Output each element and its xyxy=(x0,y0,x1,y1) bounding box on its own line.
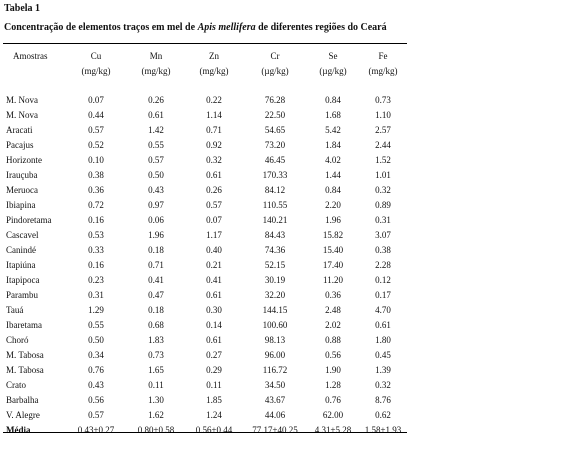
value-cell: 15.40 xyxy=(322,245,344,255)
value-cell: 0.43 xyxy=(148,185,164,195)
sample-name-cell: V. Alegre xyxy=(6,410,40,420)
value-cell: 1.62 xyxy=(148,410,164,420)
column-unit xyxy=(3,65,65,78)
table-row xyxy=(3,213,407,228)
value-cell: 0.17 xyxy=(375,290,391,300)
column-unit: (mg/kg) xyxy=(81,66,111,76)
value-cell: 0.31 xyxy=(88,290,104,300)
table-body xyxy=(3,93,407,438)
value-cell: 0.62 xyxy=(375,410,391,420)
value-cell: 62.00 xyxy=(322,410,344,420)
value-cell: 77.17±40.25 xyxy=(252,425,298,435)
value-cell: 1.39 xyxy=(375,365,391,375)
unit-row xyxy=(3,65,407,78)
column-unit: (µg/kg) xyxy=(261,66,289,76)
value-cell: 0.76 xyxy=(325,395,341,405)
table-label: Tabela 1 xyxy=(4,3,41,14)
value-cell: 0.38 xyxy=(375,245,391,255)
value-cell: 0.33 xyxy=(88,245,104,255)
value-cell: 76.28 xyxy=(264,95,286,105)
value-cell: 96.00 xyxy=(264,350,286,360)
value-cell: 1.68 xyxy=(325,110,341,120)
table-row xyxy=(3,333,407,348)
table-row xyxy=(3,258,407,273)
sample-name-cell: M. Nova xyxy=(6,95,38,105)
mean-row xyxy=(3,423,407,438)
value-cell: 1.52 xyxy=(375,155,391,165)
sample-name-cell: Horizonte xyxy=(6,155,42,165)
sample-name-cell: Média xyxy=(6,425,31,435)
table-row xyxy=(3,378,407,393)
value-cell: 44.06 xyxy=(264,410,286,420)
value-cell: 0.88 xyxy=(325,335,341,345)
value-cell: 0.32 xyxy=(206,155,222,165)
value-cell: 1.01 xyxy=(375,170,391,180)
value-cell: 0.73 xyxy=(375,95,391,105)
table-row xyxy=(3,393,407,408)
value-cell: 2.02 xyxy=(325,320,341,330)
column-unit: (mg/kg) xyxy=(199,66,229,76)
value-cell: 1.42 xyxy=(148,125,164,135)
value-cell: 0.21 xyxy=(206,260,222,270)
column-header: Cr xyxy=(270,51,280,61)
value-cell: 0.92 xyxy=(206,140,222,150)
value-cell: 1.17 xyxy=(206,230,222,240)
table-row xyxy=(3,138,407,153)
value-cell: 0.11 xyxy=(148,380,164,390)
caption-suffix: de diferentes regiões do Ceará xyxy=(255,22,387,33)
value-cell: 73.20 xyxy=(264,140,286,150)
value-cell: 0.72 xyxy=(88,200,104,210)
value-cell: 0.44 xyxy=(88,110,104,120)
value-cell: 0.56 xyxy=(325,350,341,360)
value-cell: 0.52 xyxy=(88,140,104,150)
value-cell: 0.41 xyxy=(206,275,222,285)
sample-name-cell: Cascavel xyxy=(6,230,39,240)
value-cell: 0.11 xyxy=(206,380,222,390)
value-cell: 0.07 xyxy=(88,95,104,105)
sample-name-cell: Crato xyxy=(6,380,26,390)
value-cell: 1.58±1.93 xyxy=(364,425,402,435)
header-row xyxy=(3,44,407,65)
sample-name-cell: Meruoca xyxy=(6,185,38,195)
value-cell: 0.71 xyxy=(206,125,222,135)
value-cell: 0.97 xyxy=(148,200,164,210)
value-cell: 0.43 xyxy=(88,380,104,390)
sample-name-cell: Aracati xyxy=(6,125,33,135)
column-header: Amostras xyxy=(13,51,48,61)
sample-name-cell: Itapipoca xyxy=(6,275,40,285)
sample-name-cell: M. Tabosa xyxy=(6,365,44,375)
sample-name-cell: Irauçuba xyxy=(6,170,38,180)
sample-name-cell: Pacajus xyxy=(6,140,34,150)
value-cell: 0.32 xyxy=(375,380,391,390)
value-cell: 0.61 xyxy=(206,290,222,300)
value-cell: 0.61 xyxy=(148,110,164,120)
table-caption xyxy=(4,22,387,33)
value-cell: 54.65 xyxy=(264,125,286,135)
value-cell: 0.57 xyxy=(88,125,104,135)
value-cell: 4.70 xyxy=(375,305,391,315)
column-unit: (mg/kg) xyxy=(368,66,398,76)
value-cell: 84.12 xyxy=(264,185,286,195)
table-row xyxy=(3,108,407,123)
value-cell: 46.45 xyxy=(264,155,286,165)
value-cell: 11.20 xyxy=(323,275,343,285)
value-cell: 8.76 xyxy=(375,395,391,405)
value-cell: 0.14 xyxy=(206,320,222,330)
value-cell: 2.48 xyxy=(325,305,341,315)
value-cell: 0.40 xyxy=(206,245,222,255)
column-header: Se xyxy=(328,51,338,61)
table-row xyxy=(3,198,407,213)
value-cell: 0.89 xyxy=(375,200,391,210)
column-header: Zn xyxy=(209,51,219,61)
sample-name-cell: Parambu xyxy=(6,290,38,300)
value-cell: 1.80 xyxy=(375,335,391,345)
value-cell: 0.22 xyxy=(206,95,222,105)
value-cell: 0.57 xyxy=(148,155,164,165)
column-header: Mn xyxy=(149,51,163,61)
sample-name-cell: Ibiapina xyxy=(6,200,36,210)
value-cell: 2.57 xyxy=(375,125,391,135)
value-cell: 2.20 xyxy=(325,200,341,210)
value-cell: 0.61 xyxy=(206,335,222,345)
value-cell: 0.56 xyxy=(88,395,104,405)
table-row xyxy=(3,228,407,243)
table-row xyxy=(3,408,407,423)
table-row xyxy=(3,288,407,303)
table-row xyxy=(3,168,407,183)
sample-name-cell: M. Tabosa xyxy=(6,350,44,360)
value-cell: 1.44 xyxy=(325,170,341,180)
value-cell: 0.36 xyxy=(88,185,104,195)
table-row xyxy=(3,243,407,258)
value-cell: 0.18 xyxy=(148,305,164,315)
sample-name-cell: Barbalha xyxy=(6,395,39,405)
value-cell: 2.44 xyxy=(375,140,391,150)
value-cell: 52.15 xyxy=(264,260,286,270)
sample-name-cell: Choró xyxy=(6,335,29,345)
value-cell: 43.67 xyxy=(264,395,286,405)
header-spacer xyxy=(3,78,407,93)
table-row xyxy=(3,273,407,288)
value-cell: 170.33 xyxy=(262,170,288,180)
value-cell: 0.29 xyxy=(206,365,222,375)
value-cell: 1.24 xyxy=(206,410,222,420)
value-cell: 3.07 xyxy=(375,230,391,240)
sample-name-cell: Ibaretama xyxy=(6,320,42,330)
value-cell: 1.10 xyxy=(375,110,391,120)
value-cell: 32.20 xyxy=(264,290,286,300)
value-cell: 0.36 xyxy=(325,290,341,300)
value-cell: 0.56±0.44 xyxy=(195,425,233,435)
value-cell: 0.57 xyxy=(88,410,104,420)
value-cell: 0.18 xyxy=(148,245,164,255)
value-cell: 0.07 xyxy=(206,215,222,225)
value-cell: 0.57 xyxy=(206,200,222,210)
value-cell: 1.96 xyxy=(325,215,341,225)
value-cell: 0.06 xyxy=(148,215,164,225)
value-cell: 1.14 xyxy=(206,110,222,120)
value-cell: 0.55 xyxy=(148,140,164,150)
value-cell: 0.16 xyxy=(88,260,104,270)
value-cell: 2.28 xyxy=(375,260,391,270)
value-cell: 144.15 xyxy=(262,305,288,315)
value-cell: 0.43±0.27 xyxy=(77,425,115,435)
table-row xyxy=(3,348,407,363)
value-cell: 0.55 xyxy=(88,320,104,330)
value-cell: 100.60 xyxy=(262,320,288,330)
value-cell: 0.61 xyxy=(375,320,391,330)
value-cell: 15.82 xyxy=(322,230,344,240)
table-row xyxy=(3,303,407,318)
column-header: Fe xyxy=(378,51,388,61)
value-cell: 4.02 xyxy=(325,155,341,165)
value-cell: 1.84 xyxy=(325,140,341,150)
value-cell: 34.50 xyxy=(264,380,286,390)
value-cell: 74.36 xyxy=(264,245,286,255)
value-cell: 0.31 xyxy=(375,215,391,225)
value-cell: 0.41 xyxy=(148,275,164,285)
sample-name-cell: Pindoretama xyxy=(6,215,52,225)
value-cell: 0.71 xyxy=(148,260,164,270)
table-row xyxy=(3,318,407,333)
value-cell: 0.68 xyxy=(148,320,164,330)
table-row xyxy=(3,123,407,138)
value-cell: 17.40 xyxy=(322,260,344,270)
sample-name-cell: Tauá xyxy=(6,305,24,315)
value-cell: 116.72 xyxy=(262,365,288,375)
table-row xyxy=(3,153,407,168)
value-cell: 0.26 xyxy=(206,185,222,195)
value-cell: 0.73 xyxy=(148,350,164,360)
value-cell: 0.47 xyxy=(148,290,164,300)
table-row xyxy=(3,93,407,108)
value-cell: 1.28 xyxy=(325,380,341,390)
value-cell: 1.30 xyxy=(148,395,164,405)
value-cell: 1.85 xyxy=(206,395,222,405)
value-cell: 140.21 xyxy=(262,215,288,225)
caption-species: Apis mellifera xyxy=(197,22,256,33)
value-cell: 0.45 xyxy=(375,350,391,360)
column-header: Cu xyxy=(90,51,102,61)
value-cell: 0.84 xyxy=(325,185,341,195)
value-cell: 84.43 xyxy=(264,230,286,240)
value-cell: 0.76 xyxy=(88,365,104,375)
value-cell: 1.83 xyxy=(148,335,164,345)
value-cell: 0.26 xyxy=(148,95,164,105)
value-cell: 0.61 xyxy=(206,170,222,180)
sample-name-cell: Itapiúna xyxy=(6,260,36,270)
table-row xyxy=(3,183,407,198)
value-cell: 4.31±5.28 xyxy=(314,425,352,435)
value-cell: 0.34 xyxy=(88,350,104,360)
value-cell: 1.90 xyxy=(325,365,341,375)
value-cell: 0.16 xyxy=(88,215,104,225)
value-cell: 0.12 xyxy=(375,275,391,285)
value-cell: 0.30 xyxy=(206,305,222,315)
value-cell: 98.13 xyxy=(264,335,286,345)
column-unit: (mg/kg) xyxy=(141,66,171,76)
value-cell: 0.38 xyxy=(88,170,104,180)
value-cell: 110.55 xyxy=(262,200,288,210)
data-table xyxy=(3,44,407,438)
value-cell: 0.27 xyxy=(206,350,222,360)
value-cell: 0.32 xyxy=(375,185,391,195)
value-cell: 30.19 xyxy=(264,275,286,285)
sample-name-cell: Canindé xyxy=(6,245,36,255)
table-row xyxy=(3,363,407,378)
value-cell: 0.84 xyxy=(325,95,341,105)
column-unit: (µg/kg) xyxy=(319,66,347,76)
sample-name-cell: M. Nova xyxy=(6,110,38,120)
value-cell: 0.23 xyxy=(88,275,104,285)
value-cell: 1.96 xyxy=(148,230,164,240)
value-cell: 1.29 xyxy=(88,305,104,315)
caption-prefix: Concentração de elementos traços em mel de xyxy=(4,22,198,33)
value-cell: 0.80±0.58 xyxy=(137,425,175,435)
value-cell: 1.65 xyxy=(148,365,164,375)
value-cell: 5.42 xyxy=(325,125,341,135)
value-cell: 0.50 xyxy=(88,335,104,345)
value-cell: 0.53 xyxy=(88,230,104,240)
value-cell: 0.50 xyxy=(148,170,164,180)
value-cell: 0.10 xyxy=(88,155,104,165)
value-cell: 22.50 xyxy=(264,110,286,120)
table-bottom-rule xyxy=(3,432,407,433)
